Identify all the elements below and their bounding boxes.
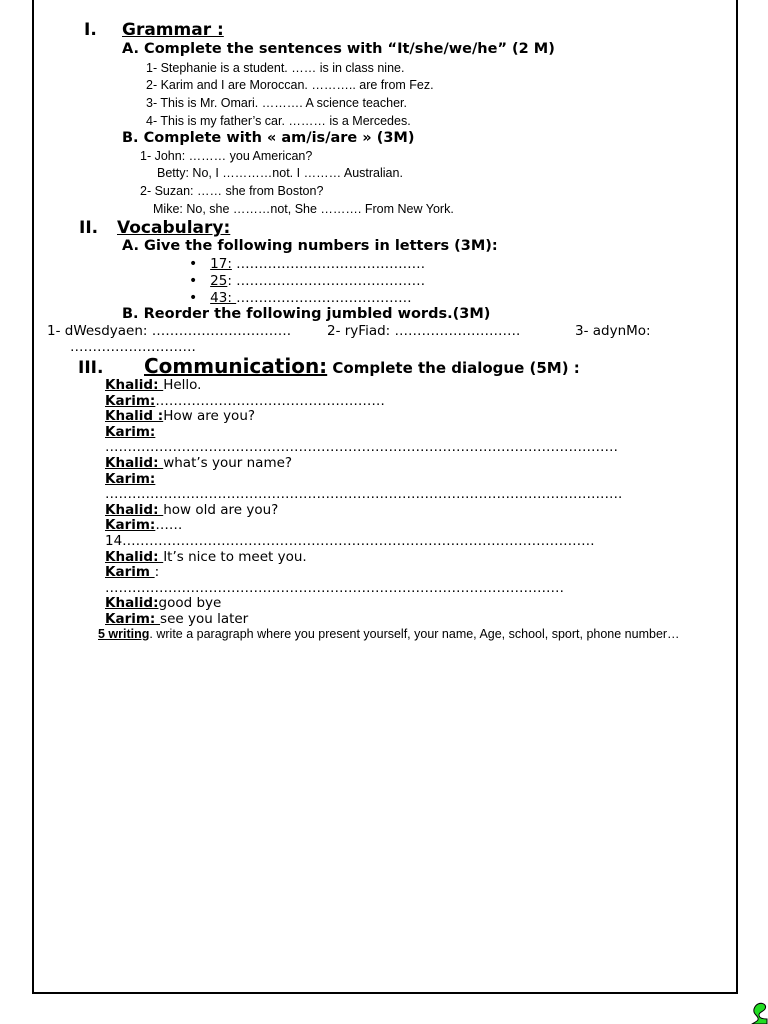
- speaker-label: Karim: [105, 564, 155, 581]
- communication-title: Communication:: [144, 354, 328, 378]
- dialogue-line: [105, 580, 564, 596]
- number-item: • 43: …………………………………: [189, 290, 412, 306]
- dialogue-text: 14……………………………………………………………………………………………: [105, 533, 595, 549]
- speaker-label: Karim:: [105, 392, 156, 409]
- dialogue-line: [105, 517, 182, 533]
- dialogue-line: [105, 393, 385, 409]
- grammar-numeral: I.: [84, 20, 97, 40]
- grammar-title: Grammar :: [122, 20, 224, 40]
- dialogue-line: [105, 564, 159, 580]
- speaker-label: Khalid:: [105, 455, 164, 471]
- grammar-a-item: 4- This is my father’s car. ……… is a Mercedes.: [146, 114, 411, 128]
- grammar-b-item: 1- John: ……… you American?: [140, 149, 313, 163]
- speaker-label: Khalid:: [105, 595, 159, 612]
- speaker-label: Karim:: [105, 611, 161, 627]
- writing-line: [98, 627, 680, 641]
- dialogue-text: ……: [155, 517, 183, 534]
- corner-shape-icon: [750, 1002, 768, 1024]
- dialogue-text: …………………………………………………………………………………………………….: [105, 486, 623, 503]
- jumbled-word: 1- dWesdyaen: ………………………….: [47, 323, 292, 339]
- speaker-label: Karim:: [105, 423, 156, 440]
- dialogue-text: good bye: [158, 595, 222, 612]
- speaker-label: Khalid :: [105, 408, 164, 425]
- dialogue-line: [105, 533, 595, 549]
- dialogue-line: [105, 377, 201, 393]
- dialogue-text: ……………………………………………………………………………………………………: [105, 439, 618, 456]
- communication-header: [144, 354, 580, 378]
- dialogue-line: [105, 595, 221, 611]
- speaker-label: Karim:: [105, 470, 156, 487]
- speaker-label: Khalid:: [105, 548, 164, 565]
- vocabulary-a-title: A. Give the following numbers in letters (3M):: [122, 238, 498, 254]
- bullet-icon: •: [189, 256, 198, 272]
- speaker-label: Khalid:: [105, 501, 164, 518]
- vocabulary-b-title: B. Reorder the following jumbled words.(3M): [122, 306, 491, 322]
- writing-text: . write a paragraph where you present yourself, your name, Age, school, sport, phone number…: [149, 627, 680, 641]
- dialogue-text: :: [154, 564, 160, 581]
- speaker-label: Khalid:: [105, 377, 164, 393]
- grammar-b-item: 2- Suzan: …… she from Boston?: [140, 184, 324, 198]
- number-item: • 25: ……………………………………: [189, 273, 426, 289]
- dialogue-line: [105, 424, 155, 440]
- jumbled-continuation: ……………………….: [70, 339, 196, 355]
- communication-subtitle: Complete the dialogue (5M) :: [327, 359, 580, 377]
- grammar-a-item: 2- Karim and I are Moroccan. ……….. are from Fez.: [146, 78, 434, 92]
- dialogue-text: …………………………………………………………………………………………: [105, 579, 564, 596]
- communication-numeral: III.: [78, 358, 104, 378]
- bullet-icon: •: [189, 273, 198, 289]
- grammar-b-item: Betty: No, I …………not. I ……… Australian.: [157, 166, 403, 180]
- dialogue-line: [105, 455, 292, 471]
- dialogue-text: It’s nice to meet you.: [163, 548, 307, 565]
- speaker-label: Karim:: [105, 517, 156, 534]
- vocabulary-title: Vocabulary:: [117, 218, 231, 238]
- grammar-a-item: 3- This is Mr. Omari. ………. A science teacher.: [146, 96, 407, 110]
- grammar-a-title: A. Complete the sentences with “It/she/we/he” (2 M): [122, 41, 555, 57]
- number-item: • 17: ……………………………………: [189, 256, 426, 272]
- jumbled-word: 3- adynMo:: [575, 323, 651, 339]
- grammar-b-title: B. Complete with « am/is/are » (3M): [122, 130, 415, 146]
- dialogue-line: [105, 502, 278, 518]
- writing-label: 5 writing: [98, 627, 150, 641]
- dialogue-line: [105, 486, 622, 502]
- dialogue-text: how old are you?: [163, 501, 279, 518]
- bullet-icon: •: [189, 290, 198, 306]
- dialogue-line: [105, 471, 155, 487]
- dialogue-text: see you later: [160, 611, 249, 627]
- grammar-a-item: 1- Stephanie is a student. …… is in class nine.: [146, 61, 405, 75]
- jumbled-word: 2- ryFiad: ……………………….: [327, 323, 521, 339]
- dialogue-text: what’s your name?: [163, 455, 293, 471]
- vocabulary-numeral: II.: [79, 218, 99, 238]
- dialogue-text: How are you?: [163, 408, 256, 425]
- dialogue-line: [105, 611, 248, 627]
- dialogue-text: Hello.: [163, 377, 202, 393]
- dialogue-line: [105, 439, 618, 455]
- dialogue-text: ……………………………………………: [155, 392, 385, 409]
- dialogue-line: [105, 549, 307, 565]
- dialogue-line: [105, 408, 255, 424]
- grammar-b-item: Mike: No, she ………not, She ………. From New York.: [153, 202, 454, 216]
